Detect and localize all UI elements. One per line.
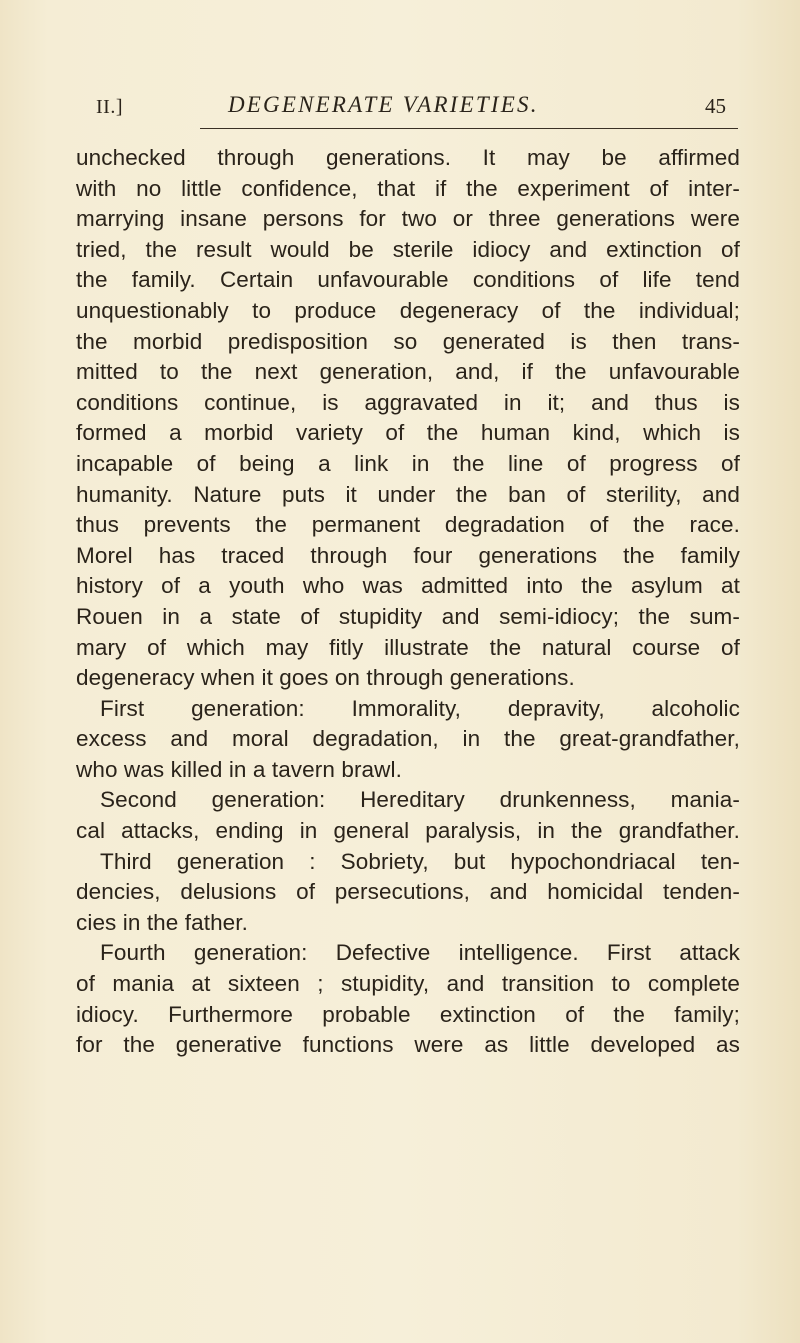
text-line: conditions continue, is aggravated in it; and thus is [76,389,740,415]
page-number: 45 [705,94,726,118]
text-line: unquestionably to produce degeneracy of the individual; [76,297,740,323]
text-line: Rouen in a state of stupidity and semi-idiocy; the sum- [76,603,740,629]
text-line: First generation: Immorality, depravity, alcoholic [100,695,740,721]
text-line: thus prevents the permanent degradation of the race. [76,512,740,538]
body-text [76,143,740,1061]
text-line: mary of which may fitly illustrate the natural course of [76,634,740,660]
text-line: the morbid predisposition so generated is then trans- [76,328,740,354]
text-line: incapable of being a link in the line of progress of [76,450,740,476]
section-number: II.] [96,96,123,118]
text-line: for the generative functions were as little developed as [76,1032,740,1058]
text-line: the family. Certain unfavourable conditions of life tend [76,267,740,293]
text-line: marrying insane persons for two or three generations were [76,206,740,232]
page-header [96,92,726,126]
text-line: tried, the result would be sterile idiocy and extinction of [76,236,740,262]
text-line: degeneracy when it goes on through generations. [76,665,575,691]
text-line: history of a youth who was admitted into the asylum at [76,573,740,599]
text-line: with no little confidence, that if the experiment of inter- [76,175,740,201]
header-rule [200,128,738,129]
text-line: formed a morbid variety of the human kind, which is [76,420,740,446]
text-line: cal attacks, ending in general paralysis, in the grandfather. [76,818,740,844]
text-line: excess and moral degradation, in the great-grandfather, [76,726,740,752]
text-line: of mania at sixteen ; stupidity, and transition to complete [76,971,740,997]
text-line: Third generation : Sobriety, but hypochondriacal ten- [100,848,740,874]
text-line: idiocy. Furthermore probable extinction of the family; [76,1001,740,1027]
text-line: Fourth generation: Defective intelligence. First attack [100,940,740,966]
text-line: unchecked through generations. It may be affirmed [76,145,740,170]
text-line: humanity. Nature puts it under the ban of sterility, and [76,481,740,507]
running-title: DEGENERATE VARIETIES. [228,92,539,117]
text-line: cies in the father. [76,909,249,935]
text-line: Second generation: Hereditary drunkenness, mania- [100,787,740,813]
text-line: Morel has traced through four generations the family [76,542,740,568]
text-line: dencies, delusions of persecutions, and homicidal tenden- [76,879,740,905]
text-line: mitted to the next generation, and, if the unfavourable [76,359,740,385]
text-line: who was killed in a tavern brawl. [76,756,402,782]
